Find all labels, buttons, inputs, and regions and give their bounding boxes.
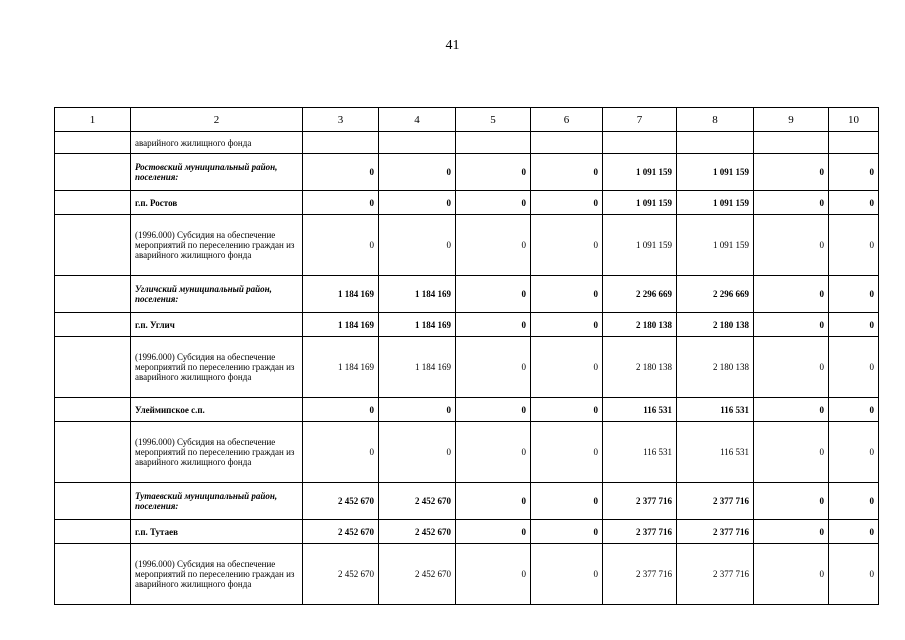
value-cell-col-5: 0 bbox=[456, 422, 531, 483]
value-cell-col-9: 0 bbox=[754, 154, 829, 191]
row-name-cell: (1996.000) Субсидия на обеспечение мероприятий по переселению граждан из аварийного жилищного фонда bbox=[131, 337, 303, 398]
value-cell-col-3: 0 bbox=[303, 398, 379, 422]
table-row bbox=[55, 422, 879, 483]
value-cell-col-10: 0 bbox=[829, 398, 879, 422]
value-cell-col-10: 0 bbox=[829, 337, 879, 398]
value-cell-col-7 bbox=[603, 132, 677, 154]
row-name-cell: г.п. Ростов bbox=[131, 191, 303, 215]
row-name-cell: аварийного жилищного фонда bbox=[131, 132, 303, 154]
code-cell bbox=[55, 398, 131, 422]
budget-table bbox=[54, 107, 879, 605]
value-cell-col-4: 0 bbox=[379, 215, 456, 276]
value-cell-col-6: 0 bbox=[531, 276, 603, 313]
table-row bbox=[55, 544, 879, 605]
code-cell bbox=[55, 483, 131, 520]
value-cell-col-6: 0 bbox=[531, 154, 603, 191]
header-cell: 3 bbox=[303, 108, 379, 132]
row-name-cell: Тутаевский муниципальный район, поселения: bbox=[131, 483, 303, 520]
value-cell-col-3: 2 452 670 bbox=[303, 544, 379, 605]
value-cell-col-6 bbox=[531, 132, 603, 154]
value-cell-col-4: 2 452 670 bbox=[379, 520, 456, 544]
value-cell-col-3: 0 bbox=[303, 215, 379, 276]
value-cell-col-7: 2 377 716 bbox=[603, 544, 677, 605]
value-cell-col-4: 0 bbox=[379, 398, 456, 422]
value-cell-col-6: 0 bbox=[531, 215, 603, 276]
value-cell-col-8: 116 531 bbox=[677, 422, 754, 483]
table-body bbox=[55, 108, 879, 605]
value-cell-col-7: 2 180 138 bbox=[603, 313, 677, 337]
value-cell-col-4: 2 452 670 bbox=[379, 544, 456, 605]
value-cell-col-4 bbox=[379, 132, 456, 154]
value-cell-col-4: 0 bbox=[379, 191, 456, 215]
value-cell-col-3: 1 184 169 bbox=[303, 337, 379, 398]
row-name-cell: Ростовский муниципальный район, поселения: bbox=[131, 154, 303, 191]
header-cell: 9 bbox=[754, 108, 829, 132]
value-cell-col-7: 1 091 159 bbox=[603, 215, 677, 276]
value-cell-col-7: 116 531 bbox=[603, 422, 677, 483]
value-cell-col-3 bbox=[303, 132, 379, 154]
value-cell-col-10: 0 bbox=[829, 276, 879, 313]
value-cell-col-3: 0 bbox=[303, 422, 379, 483]
value-cell-col-4: 0 bbox=[379, 154, 456, 191]
value-cell-col-5: 0 bbox=[456, 276, 531, 313]
value-cell-col-10: 0 bbox=[829, 422, 879, 483]
value-cell-col-6: 0 bbox=[531, 422, 603, 483]
table-row bbox=[55, 276, 879, 313]
table-row bbox=[55, 191, 879, 215]
table-row bbox=[55, 132, 879, 154]
value-cell-col-8: 2 377 716 bbox=[677, 483, 754, 520]
table-row bbox=[55, 215, 879, 276]
value-cell-col-7: 116 531 bbox=[603, 398, 677, 422]
value-cell-col-7: 1 091 159 bbox=[603, 154, 677, 191]
value-cell-col-9: 0 bbox=[754, 191, 829, 215]
value-cell-col-9: 0 bbox=[754, 313, 829, 337]
value-cell-col-9: 0 bbox=[754, 337, 829, 398]
code-cell bbox=[55, 544, 131, 605]
row-name-cell: г.п. Тутаев bbox=[131, 520, 303, 544]
table-header-row bbox=[55, 108, 879, 132]
value-cell-col-4: 1 184 169 bbox=[379, 276, 456, 313]
header-cell: 5 bbox=[456, 108, 531, 132]
value-cell-col-9: 0 bbox=[754, 520, 829, 544]
value-cell-col-9: 0 bbox=[754, 544, 829, 605]
value-cell-col-3: 1 184 169 bbox=[303, 313, 379, 337]
value-cell-col-5 bbox=[456, 132, 531, 154]
value-cell-col-6: 0 bbox=[531, 520, 603, 544]
value-cell-col-10 bbox=[829, 132, 879, 154]
value-cell-col-8: 1 091 159 bbox=[677, 154, 754, 191]
table-row bbox=[55, 337, 879, 398]
header-cell: 8 bbox=[677, 108, 754, 132]
header-cell: 6 bbox=[531, 108, 603, 132]
value-cell-col-6: 0 bbox=[531, 337, 603, 398]
value-cell-col-3: 1 184 169 bbox=[303, 276, 379, 313]
value-cell-col-9: 0 bbox=[754, 483, 829, 520]
header-cell: 7 bbox=[603, 108, 677, 132]
code-cell bbox=[55, 422, 131, 483]
value-cell-col-5: 0 bbox=[456, 520, 531, 544]
value-cell-col-10: 0 bbox=[829, 313, 879, 337]
value-cell-col-10: 0 bbox=[829, 520, 879, 544]
value-cell-col-6: 0 bbox=[531, 313, 603, 337]
code-cell bbox=[55, 520, 131, 544]
value-cell-col-10: 0 bbox=[829, 544, 879, 605]
value-cell-col-7: 2 180 138 bbox=[603, 337, 677, 398]
value-cell-col-7: 2 377 716 bbox=[603, 520, 677, 544]
value-cell-col-8: 1 091 159 bbox=[677, 215, 754, 276]
value-cell-col-8: 2 377 716 bbox=[677, 544, 754, 605]
value-cell-col-3: 0 bbox=[303, 191, 379, 215]
value-cell-col-8: 2 180 138 bbox=[677, 337, 754, 398]
value-cell-col-5: 0 bbox=[456, 215, 531, 276]
value-cell-col-6: 0 bbox=[531, 191, 603, 215]
value-cell-col-10: 0 bbox=[829, 154, 879, 191]
row-name-cell: (1996.000) Субсидия на обеспечение мероприятий по переселению граждан из аварийного жилищного фонда bbox=[131, 215, 303, 276]
header-cell: 4 bbox=[379, 108, 456, 132]
row-name-cell: (1996.000) Субсидия на обеспечение мероприятий по переселению граждан из аварийного жилищного фонда bbox=[131, 422, 303, 483]
value-cell-col-7: 1 091 159 bbox=[603, 191, 677, 215]
value-cell-col-9: 0 bbox=[754, 398, 829, 422]
value-cell-col-5: 0 bbox=[456, 337, 531, 398]
value-cell-col-9 bbox=[754, 132, 829, 154]
table-row bbox=[55, 483, 879, 520]
value-cell-col-8: 1 091 159 bbox=[677, 191, 754, 215]
value-cell-col-6: 0 bbox=[531, 398, 603, 422]
table-row bbox=[55, 313, 879, 337]
header-cell: 10 bbox=[829, 108, 879, 132]
table-row bbox=[55, 154, 879, 191]
code-cell bbox=[55, 191, 131, 215]
header-cell: 2 bbox=[131, 108, 303, 132]
value-cell-col-5: 0 bbox=[456, 191, 531, 215]
value-cell-col-10: 0 bbox=[829, 191, 879, 215]
value-cell-col-5: 0 bbox=[456, 483, 531, 520]
value-cell-col-8 bbox=[677, 132, 754, 154]
value-cell-col-4: 0 bbox=[379, 422, 456, 483]
value-cell-col-8: 2 296 669 bbox=[677, 276, 754, 313]
row-name-cell: Угличский муниципальный район, поселения: bbox=[131, 276, 303, 313]
value-cell-col-9: 0 bbox=[754, 276, 829, 313]
value-cell-col-8: 2 377 716 bbox=[677, 520, 754, 544]
value-cell-col-7: 2 296 669 bbox=[603, 276, 677, 313]
value-cell-col-5: 0 bbox=[456, 313, 531, 337]
value-cell-col-4: 1 184 169 bbox=[379, 337, 456, 398]
value-cell-col-8: 2 180 138 bbox=[677, 313, 754, 337]
header-cell: 1 bbox=[55, 108, 131, 132]
value-cell-col-4: 1 184 169 bbox=[379, 313, 456, 337]
value-cell-col-3: 2 452 670 bbox=[303, 520, 379, 544]
value-cell-col-3: 0 bbox=[303, 154, 379, 191]
row-name-cell: Улеймипское с.п. bbox=[131, 398, 303, 422]
value-cell-col-10: 0 bbox=[829, 483, 879, 520]
value-cell-col-8: 116 531 bbox=[677, 398, 754, 422]
code-cell bbox=[55, 154, 131, 191]
value-cell-col-9: 0 bbox=[754, 215, 829, 276]
code-cell bbox=[55, 276, 131, 313]
value-cell-col-6: 0 bbox=[531, 483, 603, 520]
value-cell-col-4: 2 452 670 bbox=[379, 483, 456, 520]
code-cell bbox=[55, 132, 131, 154]
value-cell-col-3: 2 452 670 bbox=[303, 483, 379, 520]
value-cell-col-5: 0 bbox=[456, 398, 531, 422]
table-row bbox=[55, 398, 879, 422]
row-name-cell: (1996.000) Субсидия на обеспечение мероприятий по переселению граждан из аварийного жилищного фонда bbox=[131, 544, 303, 605]
code-cell bbox=[55, 313, 131, 337]
value-cell-col-10: 0 bbox=[829, 215, 879, 276]
value-cell-col-7: 2 377 716 bbox=[603, 483, 677, 520]
code-cell bbox=[55, 337, 131, 398]
value-cell-col-5: 0 bbox=[456, 154, 531, 191]
value-cell-col-9: 0 bbox=[754, 422, 829, 483]
code-cell bbox=[55, 215, 131, 276]
row-name-cell: г.п. Углич bbox=[131, 313, 303, 337]
value-cell-col-5: 0 bbox=[456, 544, 531, 605]
table-row bbox=[55, 520, 879, 544]
value-cell-col-6: 0 bbox=[531, 544, 603, 605]
page-number: 41 bbox=[445, 38, 460, 53]
